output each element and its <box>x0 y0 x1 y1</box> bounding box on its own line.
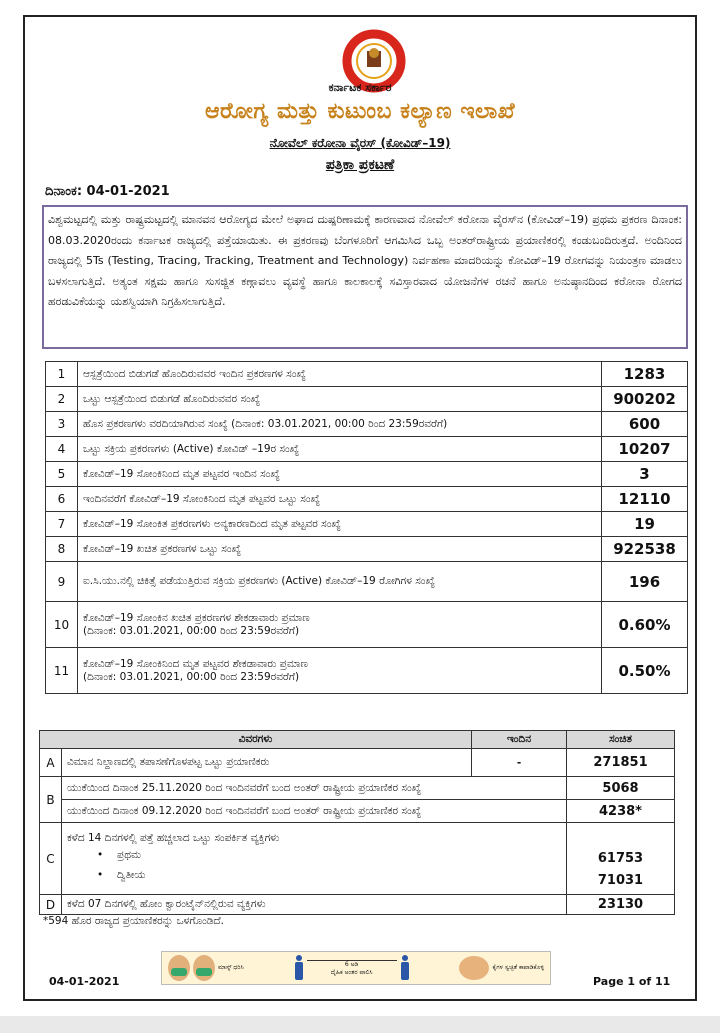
stats-row-number: 11 <box>46 648 78 694</box>
stats-row <box>46 362 688 387</box>
stats-desc-date: (ದಿನಾಂಕ: 03.01.2021, 00:00 ರಿಂದ 23:59ರವರೆಗೆ) <box>83 624 300 637</box>
stats-row-number: 6 <box>46 487 78 512</box>
contacts-desc: ಕಳೆದ 14 ದಿನಗಳಲ್ಲಿ ಪತ್ತೆ ಹಚ್ಚಲಾದ ಒಟ್ಟು ಸಂಪರ್ಕಿತ ವ್ಯಕ್ತಿಗಳು <box>67 832 280 844</box>
stats-row-number: 8 <box>46 537 78 562</box>
primary-label: ಪ್ರಥಮ <box>117 849 141 861</box>
stats-row <box>46 562 688 602</box>
row-desc-c <box>62 823 567 895</box>
state-name: ಕರ್ನಾಟಕ ಸರ್ಕಾರ <box>328 81 392 94</box>
stats-desc-text: ಆಸ್ಪತ್ರೆಯಿಂದ ಬಿಡುಗಡೆ ಹೊಂದಿರುವವರ ಇಂದಿನ ಪ್ರಕರಣಗಳ ಸಂಖ್ಯೆ <box>83 367 306 380</box>
stats-desc-text: ಇಂದಿನವರೆಗೆ ಕೋವಿಡ್–19 ಸೋಂಕಿನಿಂದ ಮೃತ ಪಟ್ಟವರ ಒಟ್ಟು ಸಂಖ್ಯೆ <box>83 492 321 505</box>
stats-row-desc <box>78 437 602 462</box>
stats-row-value: 600 <box>602 412 688 437</box>
row-label-b: B <box>40 777 62 823</box>
stats-desc-text: ಕೋವಿಡ್–19 ಸೋಂಕಿನಿಂದ ಮೃತ ಪಟ್ಟವರ ಇಂದಿನ ಸಂಖ್ಯೆ <box>83 467 280 480</box>
stats-row <box>46 602 688 648</box>
footer-page-number: Page 1 of 11 <box>593 975 671 988</box>
row-label-a: A <box>40 749 62 777</box>
stats-row-desc <box>78 362 602 387</box>
stats-desc-text: ಐ.ಸಿ.ಯು.ನಲ್ಲಿ ಚಿಕಿತ್ಸೆ ಪಡೆಯುತ್ತಿರುವ ಸಕ್ರಿಯ ಪ್ರಕರಣಗಳು (Active) ಕೋವಿಡ್–19 ರೋಗಿಗಳ ಸಂಖ್ಯೆ <box>83 575 435 587</box>
stats-row <box>46 487 688 512</box>
stats-row-value: 3 <box>602 462 688 487</box>
stats-desc-text: ಒಟ್ಟು ಸಕ್ರಿಯ ಪ್ರಕರಣಗಳು (Active) ಕೋವಿಡ್ –19ರ ಸಂಖ್ಯೆ <box>83 442 300 455</box>
stats-desc-text: ಒಟ್ಟು ಆಸ್ಪತ್ರೆಯಿಂದ ಬಿಡುಗಡೆ ಹೊಂದಿರುವವರ ಸಂಖ್ಯೆ <box>83 392 261 405</box>
distance-section <box>294 955 410 981</box>
handwash-icon <box>459 956 489 980</box>
stats-row <box>46 437 688 462</box>
stats-row-desc <box>78 512 602 537</box>
secondary-label: ದ್ವಿತೀಯ <box>117 869 146 881</box>
row-today-a: - <box>472 749 567 777</box>
header-details: ವಿವರಗಳು <box>40 731 472 749</box>
secondary-value: 71031 <box>597 873 644 888</box>
stats-desc-text: ಕೋವಿಡ್–19 ಸೋಂಕಿತ ಪ್ರಕರಣಗಳು ಅನ್ಯಕಾರಣದಿಂದ ಮೃತ ಪಟ್ಟವರ ಸಂಖ್ಯೆ <box>83 517 341 530</box>
stats-desc-date: (ದಿನಾಂಕ: 03.01.2021, 00:00 ರಿಂದ 23:59ರವರೆಗೆ) <box>83 670 300 683</box>
header-cumulative: ಸಂಚಿತ <box>567 731 675 749</box>
row-label-d: D <box>40 895 62 915</box>
contacts-secondary: • ದ್ವಿತೀಯ <box>97 869 146 881</box>
document-page <box>23 15 697 1001</box>
stats-row-desc <box>78 487 602 512</box>
stats-row <box>46 537 688 562</box>
release-date: ದಿನಾಂಕ: 04-01-2021 <box>45 184 170 199</box>
row-desc-b2: ಯುಕೆಯಿಂದ ದಿನಾಂಕ 09.12.2020 ರಿಂದ ಇಂದಿನವರೆಗೆ ಬಂದ ಅಂತರ್ ರಾಷ್ಟ್ರೀಯ ಪ್ರಯಾಣಿಕರ ಸಂಖ್ಯೆ <box>62 800 567 823</box>
mask-section <box>168 955 244 981</box>
stats-row-number: 10 <box>46 602 78 648</box>
travel-table <box>39 730 675 915</box>
stats-row-value: 196 <box>602 562 688 602</box>
primary-value: 61753 <box>597 851 644 866</box>
footnote: *594 ಹೊರ ರಾಜ್ಯದ ಪ್ರಯಾಣಿಕರನ್ನು ಒಳಗೊಂಡಿದೆ. <box>43 915 224 927</box>
distance-text: 6 ಅಡಿ <box>344 960 359 968</box>
distance-sub-text: ದೈಹಿಕ ಅಂತರ ಪಾಲಿಸಿ <box>330 968 373 976</box>
stats-row-desc <box>78 648 602 694</box>
stats-row-number: 2 <box>46 387 78 412</box>
stats-row-desc <box>78 462 602 487</box>
intro-paragraph: ವಿಶ್ವಮಟ್ಟದಲ್ಲಿ ಮತ್ತು ರಾಷ್ಟ್ರಮಟ್ಟದಲ್ಲಿ ಮಾನವನ ಆರೋಗ್ಯದ ಮೇಲೆ ಅಘಾದ ದುಷ್ಪರಿಣಾಮಕ್ಕೆ ಕಾರಣವಾದ ನೋವೆಲ್ ಕರೋನಾ ವೈರಸ್‌ನ (ಕೋವಿಡ್–19) ಪ್ರಥಮ ಪ್ರಕರಣ ದಿನಾಂಕ: 08.03.2020ರಂದು ಕರ್ನಾಟಕ ರಾಜ್ಯದಲ್ಲಿ ಪತ್ತೆಯಾಯಿತು. ಈ ಪ್ರಕರಣವು ಬೆಂಗಳೂರಿಗೆ ಆಗಮಿಸಿದ ಒಬ್ಬ ಅಂತರ್‌ರಾಷ್ಟ್ರೀಯ ಪ್ರಯಾಣಿಕರಲ್ಲಿ ಕಂಡುಬಂದಿರುತ್ತದೆ. ಅಂದಿನಿಂದ ರಾಜ್ಯದಲ್ಲಿ 5Ts (Testing, Tracing, Tracking, Treatment and Technology) ನಿರ್ವಹಣಾ ಮಾದರಿಯನ್ನು ಕೋವಿಡ್–19 ರೋಗವನ್ನು ನಿಯಂತ್ರಣ ಮಾಡಲು ಬಳಸಲಾಗುತ್ತಿದೆ. ಅತ್ಯಂತ ಸಕ್ಷಮ ಹಾಗೂ ಸುಸಜ್ಜಿತ ಕಣ್ಗಾವಲು ವ್ಯವಸ್ಥೆ ಹಾಗೂ ಕಾಲಕಾಲಕ್ಕೆ ಸವಿಸ್ತಾರವಾದ ಯೋಜನೆಗಳ ರಚನೆ ಹಾಗೂ ಅನುಷ್ಠಾನದಿಂದ ಕರೋನಾ ರೋಗದ ಹರಡುವಿಕೆಯನ್ನು ಯಶಸ್ವಿಯಾಗಿ ನಿಗ್ರಹಿಸಲಾಗುತ್ತಿದೆ. <box>42 205 688 349</box>
row-desc-a: ವಿಮಾನ ನಿಲ್ದಾಣದಲ್ಲಿ ತಪಾಸಣೆಗೊಳಪಟ್ಟ ಒಟ್ಟು ಪ್ರಯಾಣಿಕರು <box>62 749 472 777</box>
stats-row-value: 19 <box>602 512 688 537</box>
stats-row <box>46 412 688 437</box>
row-value-c <box>567 823 675 895</box>
stats-table <box>45 361 688 694</box>
row-desc-b1: ಯುಕೆಯಿಂದ ದಿನಾಂಕ 25.11.2020 ರಿಂದ ಇಂದಿನವರೆಗೆ ಬಂದ ಅಂತರ್ ರಾಷ್ಟ್ರೀಯ ಪ್ರಯಾಣಿಕರ ಸಂಖ್ಯೆ <box>62 777 567 800</box>
mask-text: ಮಾಸ್ಕ್ ಧರಿಸಿ <box>218 964 244 971</box>
mask-face-icon <box>168 955 190 981</box>
stats-row-number: 9 <box>46 562 78 602</box>
row-value-b1: 5068 <box>567 777 675 800</box>
stats-row-value: 922538 <box>602 537 688 562</box>
stats-row-value: 900202 <box>602 387 688 412</box>
stats-row-desc <box>78 387 602 412</box>
stats-row <box>46 512 688 537</box>
stats-row <box>46 648 688 694</box>
release-title: ಪತ್ರಿಕಾ ಪ್ರಕಟಣೆ <box>325 157 395 173</box>
department-title: ಆರೋಗ್ಯ ಮತ್ತು ಕುಟುಂಬ ಕಲ್ಯಾಣ ಇಲಾಖೆ <box>204 99 516 124</box>
stats-desc-text: ಕೋವಿಡ್–19 ಸೋಂಕಿನ ಖಚಿತ ಪ್ರಕರಣಗಳ ಶೇಕಡಾವಾರು ಪ್ರಮಾಣ <box>83 611 310 624</box>
stats-row-desc <box>78 412 602 437</box>
stats-row-number: 1 <box>46 362 78 387</box>
wash-text: ಕೈಗಳ ಸ್ವಚ್ಛತೆ ಕಾಪಾಡಿಕೊಳ್ಳಿ <box>492 964 544 971</box>
stats-row-desc <box>78 537 602 562</box>
stats-row-value: 0.60% <box>602 602 688 648</box>
row-value-b2: 4238* <box>567 800 675 823</box>
stats-row-number: 7 <box>46 512 78 537</box>
stats-row-desc <box>78 602 602 648</box>
row-desc-d: ಕಳೆದ 07 ದಿನಗಳಲ್ಲಿ ಹೋಂ ಕ್ವಾರಂಟೈನ್‌ನಲ್ಲಿರುವ ವ್ಯಕ್ತಿಗಳು <box>62 895 567 915</box>
stats-row-desc <box>78 562 602 602</box>
subtitle: ನೋವೆಲ್ ಕರೋನಾ ವೈರಸ್ (ಕೋವಿಡ್–19) <box>269 136 451 150</box>
stats-row-value: 0.50% <box>602 648 688 694</box>
stats-row-number: 4 <box>46 437 78 462</box>
row-value-a: 271851 <box>567 749 675 777</box>
wash-section <box>459 956 544 980</box>
stats-desc-text: ಹೊಸ ಪ್ರಕರಣಗಳು ವರದಿಯಾಗಿರುವ ಸಂಖ್ಯೆ (ದಿನಾಂಕ: 03.01.2021, 00:00 ರಿಂದ 23:59ರವರೆಗೆ) <box>83 417 448 430</box>
stats-row-value: 10207 <box>602 437 688 462</box>
contacts-primary: • ಪ್ರಥಮ <box>97 849 141 861</box>
mask-face-icon <box>193 955 215 981</box>
stats-desc-text: ಕೋವಿಡ್–19 ಖಚಿತ ಪ್ರಕರಣಗಳ ಒಟ್ಟು ಸಂಖ್ಯೆ <box>83 542 242 555</box>
row-label-c: C <box>40 823 62 895</box>
footer-date: 04-01-2021 <box>49 975 120 988</box>
stats-desc-text: ಕೋವಿಡ್–19 ಸೋಂಕಿನಿಂದ ಮೃತ ಪಟ್ಟವರ ಶೇಕಡಾವಾರು ಪ್ರಮಾಣ <box>83 657 308 670</box>
person-icon <box>400 955 410 981</box>
distance-arrow <box>307 960 397 977</box>
stats-row-value: 12110 <box>602 487 688 512</box>
safety-banner <box>161 951 551 985</box>
stats-row <box>46 387 688 412</box>
stats-row-value: 1283 <box>602 362 688 387</box>
row-value-d: 23130 <box>567 895 675 915</box>
person-icon <box>294 955 304 981</box>
stats-row-number: 3 <box>46 412 78 437</box>
stats-row <box>46 462 688 487</box>
bottom-strip <box>0 1016 720 1033</box>
header-today: ಇಂದಿನ <box>472 731 567 749</box>
stats-row-number: 5 <box>46 462 78 487</box>
